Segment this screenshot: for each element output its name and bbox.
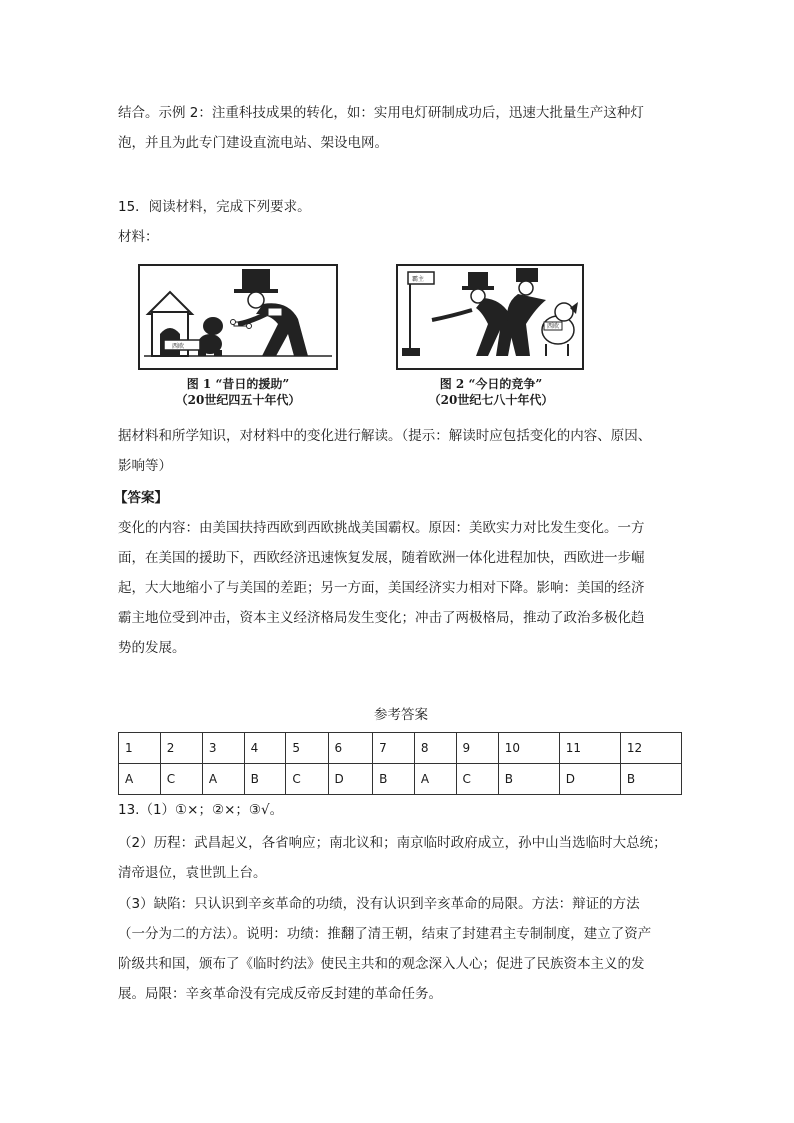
table-cell: 9 (456, 733, 498, 764)
table-cell: B (498, 764, 559, 795)
table-cell: C (286, 764, 328, 795)
figure-2-cartoon (396, 264, 586, 372)
answer-line-2: 面，在美国的援助下，西欧经济迅速恢复发展，随着欧洲一体化进程加快，西欧进一步崛 (118, 550, 645, 566)
table-cell: 6 (328, 733, 373, 764)
figure-2-caption-line-1: 图 2 “今日的竞争” (439, 377, 543, 391)
q13-line-6: 阶级共和国，颁布了《临时约法》使民主共和的观念深入人心；促进了民族资本主义的发 (118, 956, 645, 972)
intro-line-1: 结合。示例 2：注重科技成果的转化，如：实用电灯研制成功后，迅速大批量生产这种灯 (118, 105, 644, 121)
table-cell: 1 (119, 733, 161, 764)
q13-line-5: （一分为二的方法）。说明：功绩：推翻了清王朝，结束了封建君主专制制度，建立了资产 (118, 926, 652, 942)
answer-table-answer-row (119, 764, 682, 795)
answer-line-5: 势的发展。 (118, 640, 186, 656)
q13-line-1: 13.（1）①×；②×；③√。 (118, 802, 284, 818)
table-cell: B (620, 764, 681, 795)
q13-line-7: 展。局限：辛亥革命没有完成反帝反封建的革命任务。 (118, 986, 442, 1002)
table-cell: A (119, 764, 161, 795)
table-cell: D (559, 764, 620, 795)
prompt-line-1: 据材料和所学知识，对材料中的变化进行解读。（提示：解读时应包括变化的内容、原因、 (118, 428, 652, 444)
answer-heading: 【答案】 (114, 490, 168, 506)
table-cell: B (373, 764, 415, 795)
answer-line-3: 起，大大地缩小了与美国的差距；另一方面，美国经济实力相对下降。影响：美国的经济 (118, 580, 645, 596)
figure-2-caption-line-2: （20世纪七八十年代） (428, 393, 554, 407)
figure-1-sign: 西欧 (172, 343, 185, 350)
figure-2 (396, 264, 586, 409)
material-label: 材料： (118, 229, 159, 245)
table-cell: 10 (498, 733, 559, 764)
answer-line-1: 变化的内容：由美国扶持西欧到西欧挑战美国霸权。原因：美欧实力对比发生变化。一方 (118, 520, 645, 536)
figure-2-sign-1: 霸主 (412, 276, 425, 283)
answer-line-4: 霸主地位受到冲击，资本主义经济格局发生变化；冲击了两极格局，推动了政治多极化趋 (118, 610, 645, 626)
figure-2-sign-2: 西欧 (547, 323, 560, 330)
question-15-title: 15．阅读材料，完成下列要求。 (118, 199, 311, 215)
answer-table (118, 732, 682, 795)
table-cell: 4 (244, 733, 286, 764)
table-cell: A (414, 764, 456, 795)
table-cell: D (328, 764, 373, 795)
table-cell: 11 (559, 733, 620, 764)
reference-title: 参考答案 (374, 707, 428, 723)
table-cell: C (160, 764, 202, 795)
table-cell: B (244, 764, 286, 795)
table-cell: 8 (414, 733, 456, 764)
table-cell: 7 (373, 733, 415, 764)
table-cell: 3 (202, 733, 244, 764)
figure-1-caption-line-1: 图 1 “昔日的援助” (186, 377, 290, 391)
table-cell: 5 (286, 733, 328, 764)
figure-1-cartoon (138, 264, 338, 372)
prompt-line-2: 影响等） (118, 458, 172, 474)
q13-line-2: （2）历程：武昌起义，各省响应；南北议和；南京临时政府成立，孙中山当选临时大总统； (118, 835, 667, 851)
answer-table-number-row (119, 733, 682, 764)
intro-line-2: 泡，并且为此专门建设直流电站、架设电网。 (118, 135, 388, 151)
q13-line-3: 清帝退位，袁世凯上台。 (118, 865, 267, 881)
table-cell: 12 (620, 733, 681, 764)
figure-1 (138, 264, 338, 409)
table-cell: A (202, 764, 244, 795)
table-cell: 2 (160, 733, 202, 764)
figure-1-caption-line-2: （20世纪四五十年代） (175, 393, 301, 407)
q13-line-4: （3）缺陷：只认识到辛亥革命的功绩，没有认识到辛亥革命的局限。方法：辩证的方法 (118, 896, 640, 912)
table-cell: C (456, 764, 498, 795)
